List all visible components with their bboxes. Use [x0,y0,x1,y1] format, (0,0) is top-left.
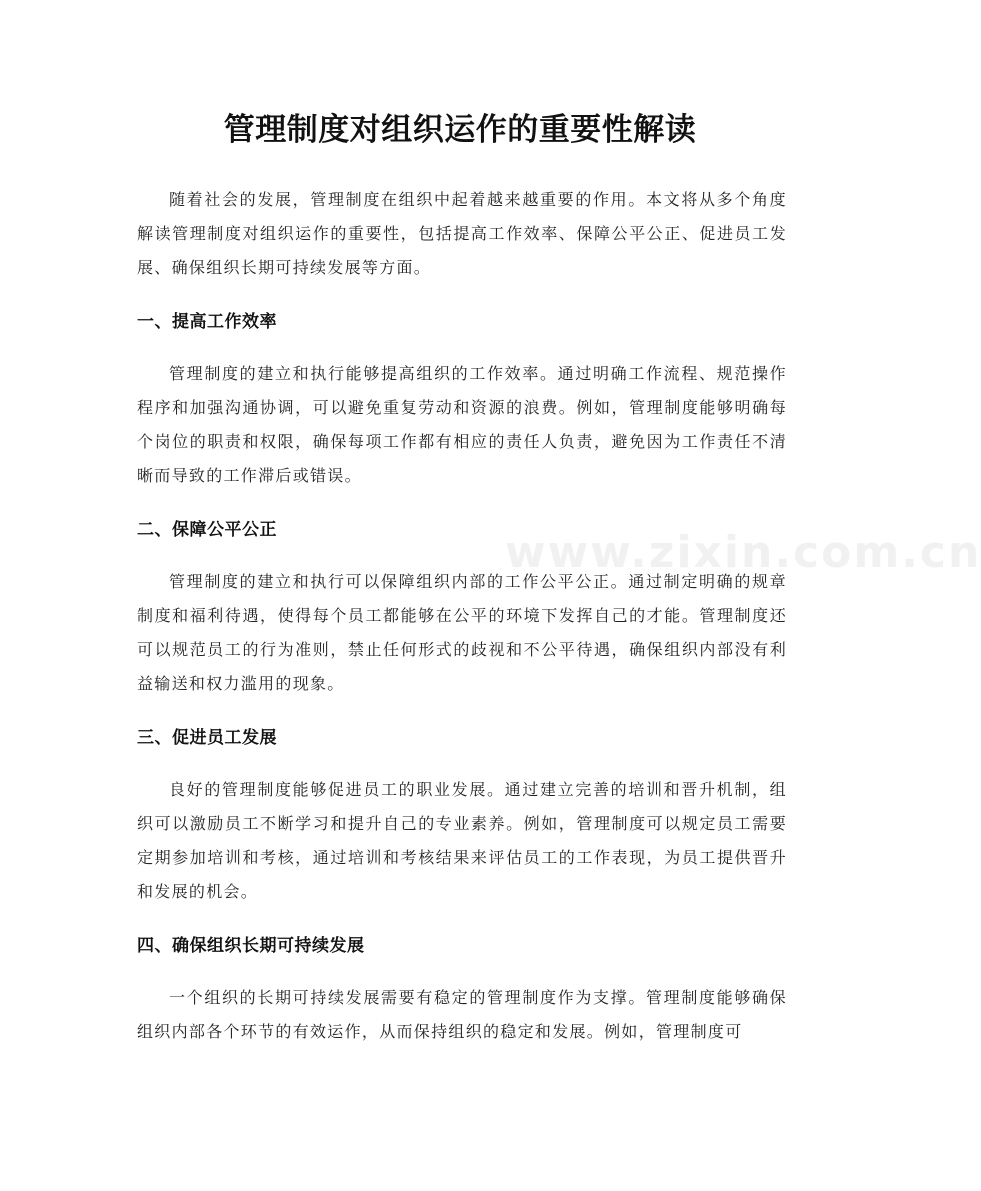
section-heading-2: 二、保障公平公正 [137,520,277,540]
section-paragraph-3: 良好的管理制度能够促进员工的职业发展。通过建立完善的培训和晋升机制，组织可以激励员工不断学习和提升自己的专业素养。例如，管理制度可以规定员工需要定期参加培训和考核，通过培训和考核结果来评估员工的工作表现，为员工提供晋升和发展的机会。 [137,780,787,901]
document-body [137,183,787,1049]
section-heading-1: 一、提高工作效率 [137,312,277,332]
section-heading-3: 三、促进员工发展 [137,728,277,748]
document-title: 管理制度对组织运作的重要性解读 [223,112,697,148]
section-paragraph-1: 管理制度的建立和执行能够提高组织的工作效率。通过明确工作流程、规范操作程序和加强沟通协调，可以避免重复劳动和资源的浪费。例如，管理制度能够明确每个岗位的职责和权限，确保每项工作都有相应的责任人负责，避免因为工作责任不清晰而导致的工作滞后或错误。 [137,364,787,485]
intro-paragraph: 随着社会的发展，管理制度在组织中起着越来越重要的作用。本文将从多个角度解读管理制度对组织运作的重要性，包括提高工作效率、保障公平公正、促进员工发展、确保组织长期可持续发展等方面。 [137,190,787,277]
watermark: www.zixin.com.cn [505,527,981,578]
section-paragraph-4: 一个组织的长期可持续发展需要有稳定的管理制度作为支撑。管理制度能够确保组织内部各个环节的有效运作，从而保持组织的稳定和发展。例如，管理制度可 [137,988,787,1041]
section-heading-4: 四、确保组织长期可持续发展 [137,936,365,956]
section-paragraph-2: 管理制度的建立和执行可以保障组织内部的工作公平公正。通过制定明确的规章制度和福利待遇，使得每个员工都能够在公平的环境下发挥自己的才能。管理制度还可以规范员工的行为准则，禁止任何形式的歧视和不公平待遇，确保组织内部没有利益输送和权力滥用的现象。 [137,572,787,693]
